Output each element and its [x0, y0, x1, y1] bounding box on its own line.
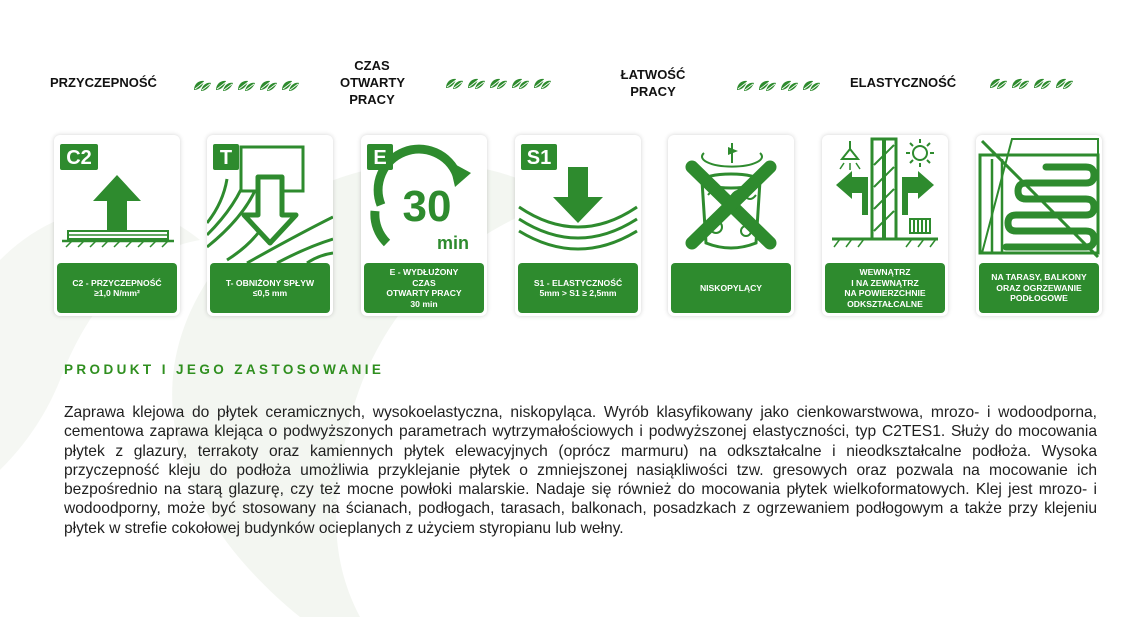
leaf-rating-icon — [488, 77, 508, 91]
svg-text:C2: C2 — [66, 147, 92, 169]
leaf-rating-icon — [1054, 77, 1074, 91]
rating-label-adhesion: PRZYCZEPNOŚĆ — [50, 75, 157, 90]
section-heading: PRODUKT I JEGO ZASTOSOWANIE — [64, 362, 385, 377]
leaf-rating-icon — [532, 77, 552, 91]
low-dust-icon — [668, 135, 794, 263]
card-adhesion-c2 — [54, 135, 180, 316]
reduced-slip-icon — [207, 135, 333, 263]
terrace-floor-heating-icon — [976, 135, 1102, 263]
flexibility-arrow-icon — [515, 135, 641, 263]
card-indoor-outdoor — [822, 135, 948, 316]
svg-text:E: E — [373, 147, 387, 169]
rating-label-flexibility: ELASTYCZNOŚĆ — [850, 75, 957, 90]
leaf-rating-icon — [258, 79, 278, 93]
leaf-rating-icon — [1032, 77, 1052, 91]
card-low-dust — [668, 135, 794, 316]
card-caption: NISKOPYLĄCY — [671, 263, 791, 313]
svg-text:30: 30 — [402, 182, 452, 231]
leaf-rating-icon — [466, 77, 486, 91]
card-flexibility-s1 — [515, 135, 641, 316]
leaf-rating-icon — [192, 79, 212, 93]
card-caption: E - WYDŁUŻONY CZAS OTWARTY PRACY 30 min — [364, 263, 484, 313]
rating-label-open-time: CZAS OTWARTY PRACY — [340, 58, 405, 107]
product-description: Zaprawa klejowa do płytek ceramicznych, wysokoelastyczna, niskopyląca. Wyrób klasyfikowany jako cienkowarstwowa, mrozo- i wodoodporna, cementowa zaprawa klejąca o podwyższonych parametrach wytrzymałościowych i podwyższonej elastyczności, typ C2TES1. Służy do mocowania płytek z glazury, terrakoty oraz kamiennych płytek elewacyjnych (oprócz marmuru) na odkształcalne i nieodkształcalne podłoża. Wysoka przyczepność kleju do podłoża umożliwia przyklejanie płytek o zmniejszonej nasiąkliwości tzw. gresowych oraz pozwala na mocowanie ich bezpośrednio na starą glazurę, czy też mocne powłoki malarskie. Nadaje się również do mocowania płytek wielkoformatowych. Klej jest mrozo- i wodoodporny, może być stosowany na ścianach, podłogach, tarasach, balkonach, posadzkach z ogrzewaniem podłogowym a także przy klejeniu płytek w strefie cokołowej budynków ocieplanych z użyciem styropianu lub wełny. — [64, 404, 1097, 537]
card-open-time-e — [361, 135, 487, 316]
leaf-rating-icon — [779, 79, 799, 93]
rating-leaves-open-time — [444, 77, 552, 91]
leaf-rating-icon — [735, 79, 755, 93]
leaf-rating-icon — [236, 79, 256, 93]
card-terrace-floor-heating — [976, 135, 1102, 316]
leaf-rating-icon — [510, 77, 530, 91]
extended-open-time-icon — [361, 135, 487, 263]
rating-leaves-flexibility — [988, 77, 1074, 91]
svg-text:T: T — [219, 147, 233, 169]
ratings-row — [0, 0, 1137, 130]
card-reduced-slip-t — [207, 135, 333, 316]
card-caption: C2 - PRZYCZEPNOŚĆ ≥1,0 N/mm² — [57, 263, 177, 313]
leaf-rating-icon — [757, 79, 777, 93]
leaf-rating-icon — [280, 79, 300, 93]
rating-leaves-adhesion — [192, 79, 300, 93]
card-caption: S1 - ELASTYCZNOŚĆ 5mm > S1 ≥ 2,5mm — [518, 263, 638, 313]
leaf-rating-icon — [801, 79, 821, 93]
svg-text:min: min — [436, 233, 470, 253]
card-caption: NA TARASY, BALKONY ORAZ OGRZEWANIE PODŁOGOWE — [979, 263, 1099, 313]
card-caption: T- OBNIŻONY SPŁYW ≤0,5 mm — [210, 263, 330, 313]
leaf-rating-icon — [214, 79, 234, 93]
card-caption: WEWNĄTRZ I NA ZEWNĄTRZ NA POWIERZCHNIE ODKSZTAŁCALNE — [825, 263, 945, 313]
svg-text:S1: S1 — [526, 147, 552, 169]
leaf-rating-icon — [1010, 77, 1030, 91]
rating-leaves-ease-of-work — [735, 79, 821, 93]
leaf-rating-icon — [988, 77, 1008, 91]
upward-arrow-adhesion-icon — [54, 135, 180, 263]
rating-label-ease-of-work: ŁATWOŚĆ PRACY — [620, 67, 686, 99]
leaf-rating-icon — [444, 77, 464, 91]
indoor-outdoor-icon — [822, 135, 948, 263]
